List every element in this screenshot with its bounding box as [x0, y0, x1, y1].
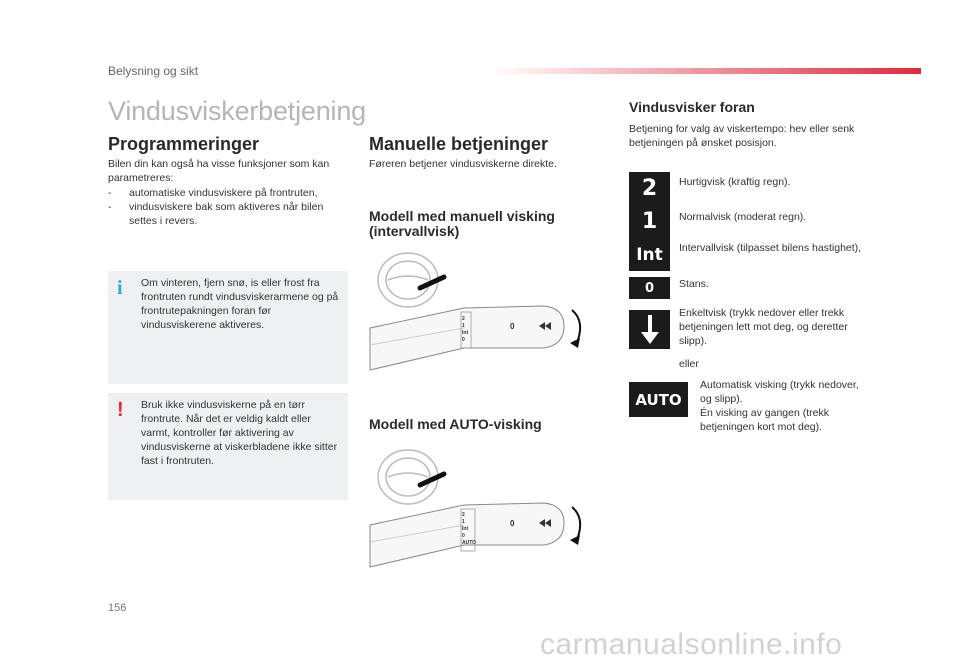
- down-arrow-icon: [629, 310, 670, 349]
- arrow-icon: [570, 535, 580, 545]
- model-auto-heading: Modell med AUTO-visking: [369, 416, 542, 432]
- auto-description: [700, 378, 870, 434]
- page-title: Vindusviskerbetjening: [108, 96, 366, 126]
- speed-1-symbol: 1: [629, 205, 670, 238]
- stalk-label: 0: [462, 337, 465, 343]
- interval-description: Intervallvisk (tilpasset bilens hastighet),: [679, 242, 862, 254]
- or-label: eller: [679, 358, 699, 370]
- front-wiper-heading: Vindusvisker foran: [629, 99, 755, 115]
- single-wipe-description: Enkeltvisk (trykk nedover eller trekk betjeningen lett mot deg, og deretter slipp).: [679, 307, 848, 347]
- stop-description: Stans.: [679, 278, 709, 290]
- warning-note: [108, 393, 348, 500]
- list-item: - vindusviskere bak som aktiveres når bilen settes i revers.: [108, 200, 353, 228]
- steering-wheel-icon: [378, 450, 438, 504]
- interval-symbol: Int: [629, 238, 670, 271]
- auto-description-line: Én visking av gangen (trekk betjeningen kort mot deg).: [700, 407, 829, 433]
- programming-list: [108, 186, 353, 228]
- stalk-zero-label: 0: [510, 322, 515, 331]
- auto-description-line: Automatisk visking (trykk nedover, og slipp).: [700, 379, 859, 405]
- section-title: Belysning og sikt: [108, 64, 199, 78]
- info-note-text: Om vinteren, fjern snø, is eller frost fra frontruten rundt vindusviskerarmene og på frontrutepakningen foran før vindusviskerene aktiveres.: [141, 277, 339, 331]
- header-accent-bar: [490, 68, 921, 74]
- watermark: carmanualsonline.info: [540, 628, 843, 661]
- stalk-label: 2: [462, 512, 465, 518]
- stalk-label: 1: [462, 323, 465, 329]
- auto-symbol: AUTO: [629, 382, 688, 417]
- arrow-icon: [570, 338, 580, 348]
- front-wiper-text: Betjening for valg av viskertempo: hev eller senk betjeningen på ønsket posisjon.: [629, 123, 855, 149]
- stalk-zero-label: 0: [510, 519, 515, 528]
- stop-symbol: 0: [629, 277, 670, 299]
- warning-icon: !: [117, 399, 124, 421]
- programming-heading: Programmeringer: [108, 134, 260, 154]
- speed-2-symbol: 2: [629, 172, 670, 205]
- info-note: [108, 271, 348, 384]
- manual-heading: Manuelle betjeninger: [369, 134, 549, 154]
- wiper-stalk-auto-illustration: [364, 447, 594, 577]
- list-item: - automatiske vindusviskere på frontruten,: [108, 186, 353, 200]
- page-number: 156: [108, 602, 127, 614]
- stalk-label: 1: [462, 519, 465, 525]
- wiper-stalk-manual-illustration: [364, 250, 594, 380]
- model-manual-heading: Modell med manuell visking (intervallvisk): [369, 208, 555, 239]
- stalk-label: Int: [462, 330, 469, 336]
- stalk-label: Int: [462, 526, 469, 532]
- steering-wheel-icon: [378, 253, 438, 307]
- stalk-label: AUTO: [462, 540, 477, 546]
- stalk-label: 0: [462, 533, 465, 539]
- programming-intro: Bilen din kan også ha visse funksjoner som kan parametreres:: [108, 158, 330, 184]
- speed-2-description: Hurtigvisk (kraftig regn).: [679, 176, 791, 188]
- manual-text: Føreren betjener vindusviskerne direkte.: [369, 158, 557, 170]
- speed-1-description: Normalvisk (moderat regn).: [679, 211, 807, 223]
- info-icon: i: [117, 277, 123, 299]
- stalk-label: 2: [462, 316, 465, 322]
- warning-note-text: Bruk ikke vindusviskerne på en tørr frontrute. Når det er veldig kaldt eller varmt, kontroller før aktivering av vindusviskerne at viskerbladene ikke sitter fast i frontruten.: [141, 399, 338, 467]
